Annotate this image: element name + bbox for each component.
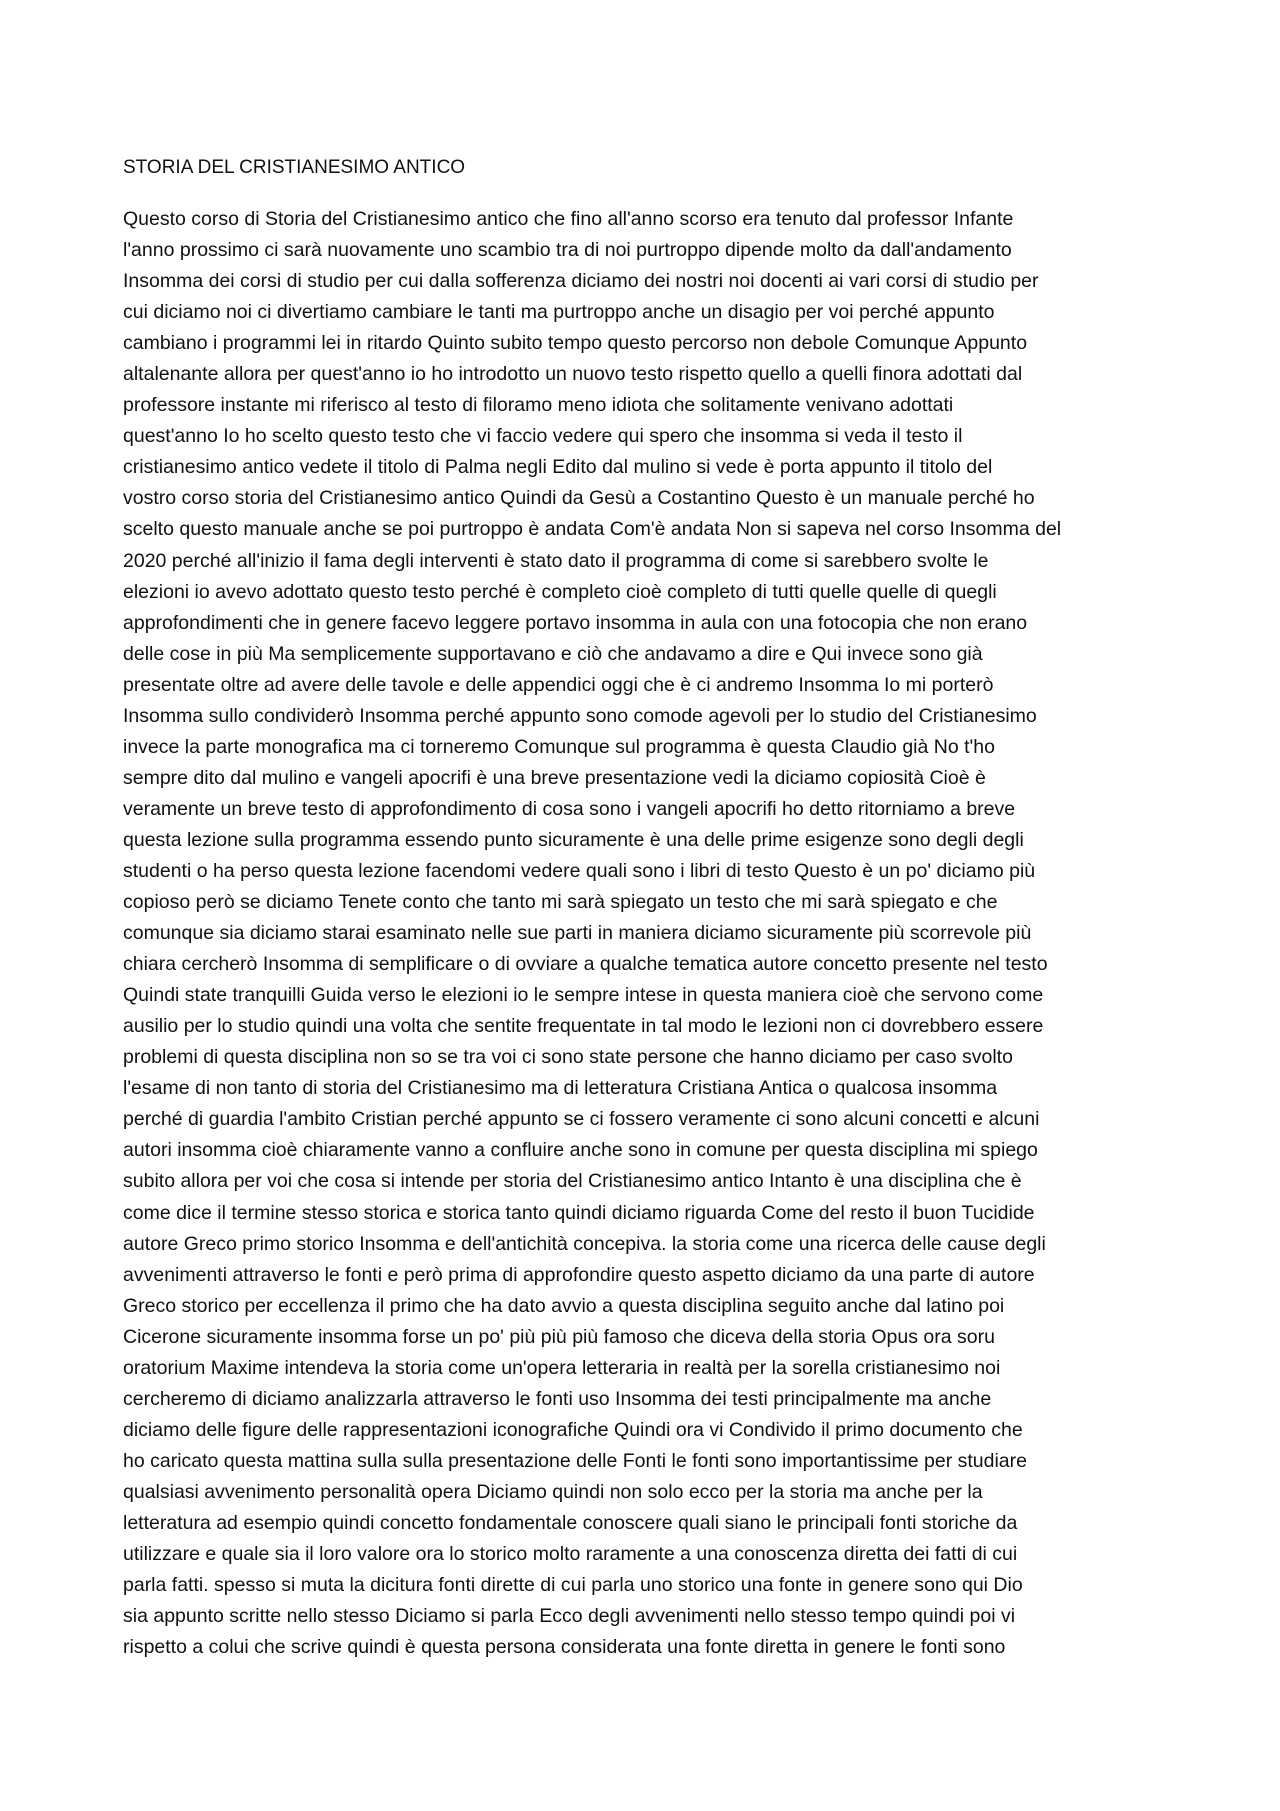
text-line: cristianesimo antico vedete il titolo di Palma negli Edito dal mulino si vede è porta appunto il titolo del (123, 456, 993, 479)
text-line: ho caricato questa mattina sulla sulla presentazione delle Fonti le fonti sono importantissime per studiare (123, 1449, 1027, 1472)
text-line: sia appunto scritte nello stesso Diciamo si parla Ecco degli avvenimenti nello stesso tempo quindi poi vi (123, 1605, 1016, 1628)
text-line: problemi di questa disciplina non so se tra voi ci sono state persone che hanno diciamo per caso svolto (123, 1046, 1013, 1069)
text-line: veramente un breve testo di approfondimento di cosa sono i vangeli apocrifi ho detto ritorniamo a breve (123, 797, 1016, 820)
text-line: 2020 perché all'inizio il fama degli interventi è stato dato il programma di come si sarebbero svolte le (123, 549, 989, 572)
text-line: Insomma dei corsi di studio per cui dalla sofferenza diciamo dei nostri noi docenti ai vari corsi di studio per (123, 270, 1039, 293)
text-line: diciamo delle figure delle rappresentazioni iconografiche Quindi ora vi Condivido il primo documento che (123, 1418, 1023, 1441)
text-line: perché di guardia l'ambito Cristian perché appunto se ci fossero veramente ci sono alcuni concetti e alcuni (123, 1108, 1040, 1131)
text-line: quest'anno Io ho scelto questo testo che vi faccio vedere qui spero che insomma si veda il testo il (123, 425, 963, 448)
text-line: copioso però se diciamo Tenete conto che tanto mi sarà spiegato un testo che mi sarà spiegato e che (123, 891, 998, 914)
text-line: autore Greco primo storico Insomma e dell'antichità concepiva. la storia come una ricerca delle cause degli (123, 1232, 1046, 1255)
text-line: chiara cercherò Insomma di semplificare o di ovviare a qualche tematica autore concetto presente nel testo (123, 953, 1048, 976)
text-line: professore instante mi riferisco al testo di filoramo meno idiota che solitamente venivano adottati (123, 394, 954, 417)
text-line: comunque sia diciamo starai esaminato nelle sue parti in maniera diciamo sicuramente più scorrevole più (123, 922, 1032, 945)
text-line: rispetto a colui che scrive quindi è questa persona considerata una fonte diretta in genere le fonti sono (123, 1636, 1006, 1659)
text-line: scelto questo manuale anche se poi purtroppo è andata Com'è andata Non si sapeva nel corso Insomma del (123, 518, 1062, 541)
text-line: invece la parte monografica ma ci torneremo Comunque sul programma è questa Claudio già No t'ho (123, 735, 995, 758)
document-body (123, 204, 1173, 1663)
text-line: Cicerone sicuramente insomma forse un po' più più più famoso che diceva della storia Opus ora soru (123, 1325, 995, 1348)
text-line: questa lezione sulla programma essendo punto sicuramente è una delle prime esigenze sono degli degli (123, 828, 1024, 851)
text-line: Insomma sullo condividerò Insomma perché appunto sono comode agevoli per lo studio del Cristianesimo (123, 704, 1037, 727)
text-line: l'esame di non tanto di storia del Cristianesimo ma di letteratura Cristiana Antica o qualcosa insomma (123, 1077, 998, 1100)
text-line: qualsiasi avvenimento personalità opera Diciamo quindi non solo ecco per la storia ma anche per la (123, 1480, 983, 1503)
text-line: subito allora per voi che cosa si intende per storia del Cristianesimo antico Intanto è una disciplina che è (123, 1170, 1022, 1193)
text-line: vostro corso storia del Cristianesimo antico Quindi da Gesù a Costantino Questo è un manuale perché ho (123, 487, 1035, 510)
text-line: Questo corso di Storia del Cristianesimo antico che fino all'anno scorso era tenuto dal professor Infante (123, 208, 1014, 230)
text-line: cui diciamo noi ci divertiamo cambiare le tanti ma purtroppo anche un disagio per voi perché appunto (123, 301, 995, 324)
text-line: Quindi state tranquilli Guida verso le elezioni io le sempre intese in questa maniera cioè che servono come (123, 984, 1044, 1007)
text-line: sempre dito dal mulino e vangeli apocrifi è una breve presentazione vedi la diciamo copiosità Cioè è (123, 766, 986, 789)
text-line: autori insomma cioè chiaramente vanno a confluire anche sono in comune per questa disciplina mi spiego (123, 1139, 1038, 1162)
text-line: letteratura ad esempio quindi concetto fondamentale conoscere quali siano le principali fonti storiche da (123, 1511, 1018, 1534)
text-line: oratorium Maxime intendeva la storia come un'opera letteraria in realtà per la sorella cristianesimo noi (123, 1356, 1001, 1379)
text-line: come dice il termine stesso storica e storica tanto quindi diciamo riguarda Come del resto il buon Tucidide (123, 1201, 1035, 1224)
text-line: Greco storico per eccellenza il primo che ha dato avvio a questa disciplina seguito anche dal latino poi (123, 1294, 1005, 1317)
document-title: STORIA DEL CRISTIANESIMO ANTICO (123, 157, 466, 178)
text-line: presentate oltre ad avere delle tavole e delle appendici oggi che è ci andremo Insomma Io mi porterò (123, 673, 994, 696)
text-line: delle cose in più Ma semplicemente supportavano e ciò che andavamo a dire e Qui invece sono già (123, 642, 983, 665)
text-line: ausilio per lo studio quindi una volta che sentite frequentate in tal modo le lezioni non ci dovrebbero essere (123, 1015, 1044, 1038)
text-line: altalenante allora per quest'anno io ho introdotto un nuovo testo rispetto quello a quelli finora adottati dal (123, 363, 1023, 386)
text-line: l'anno prossimo ci sarà nuovamente uno scambio tra di noi purtroppo dipende molto da dall'andamento (123, 239, 1012, 262)
text-line: approfondimenti che in genere facevo leggere portavo insomma in aula con una fotocopia che non erano (123, 611, 1028, 634)
text-line: studenti o ha perso questa lezione facendomi vedere quali sono i libri di testo Questo è un po' diciamo più (123, 859, 1036, 882)
text-line: cercheremo di diciamo analizzarla attraverso le fonti uso Insomma dei testi principalmente ma anche (123, 1387, 992, 1410)
text-line: utilizzare e quale sia il loro valore ora lo storico molto raramente a una conoscenza diretta dei fatti di cui (123, 1543, 1018, 1566)
text-line: avvenimenti attraverso le fonti e però prima di approfondire questo aspetto diciamo da una parte di autore (123, 1263, 1035, 1286)
text-line: parla fatti. spesso si muta la dicitura fonti dirette di cui parla uno storico una fonte in genere sono qui Dio (123, 1574, 1023, 1597)
text-line: elezioni io avevo adottato questo testo perché è completo cioè completo di tutti quelle quelle di quegli (123, 580, 997, 603)
text-line: cambiano i programmi lei in ritardo Quinto subito tempo questo percorso non debole Comunque Appunto (123, 332, 1028, 355)
